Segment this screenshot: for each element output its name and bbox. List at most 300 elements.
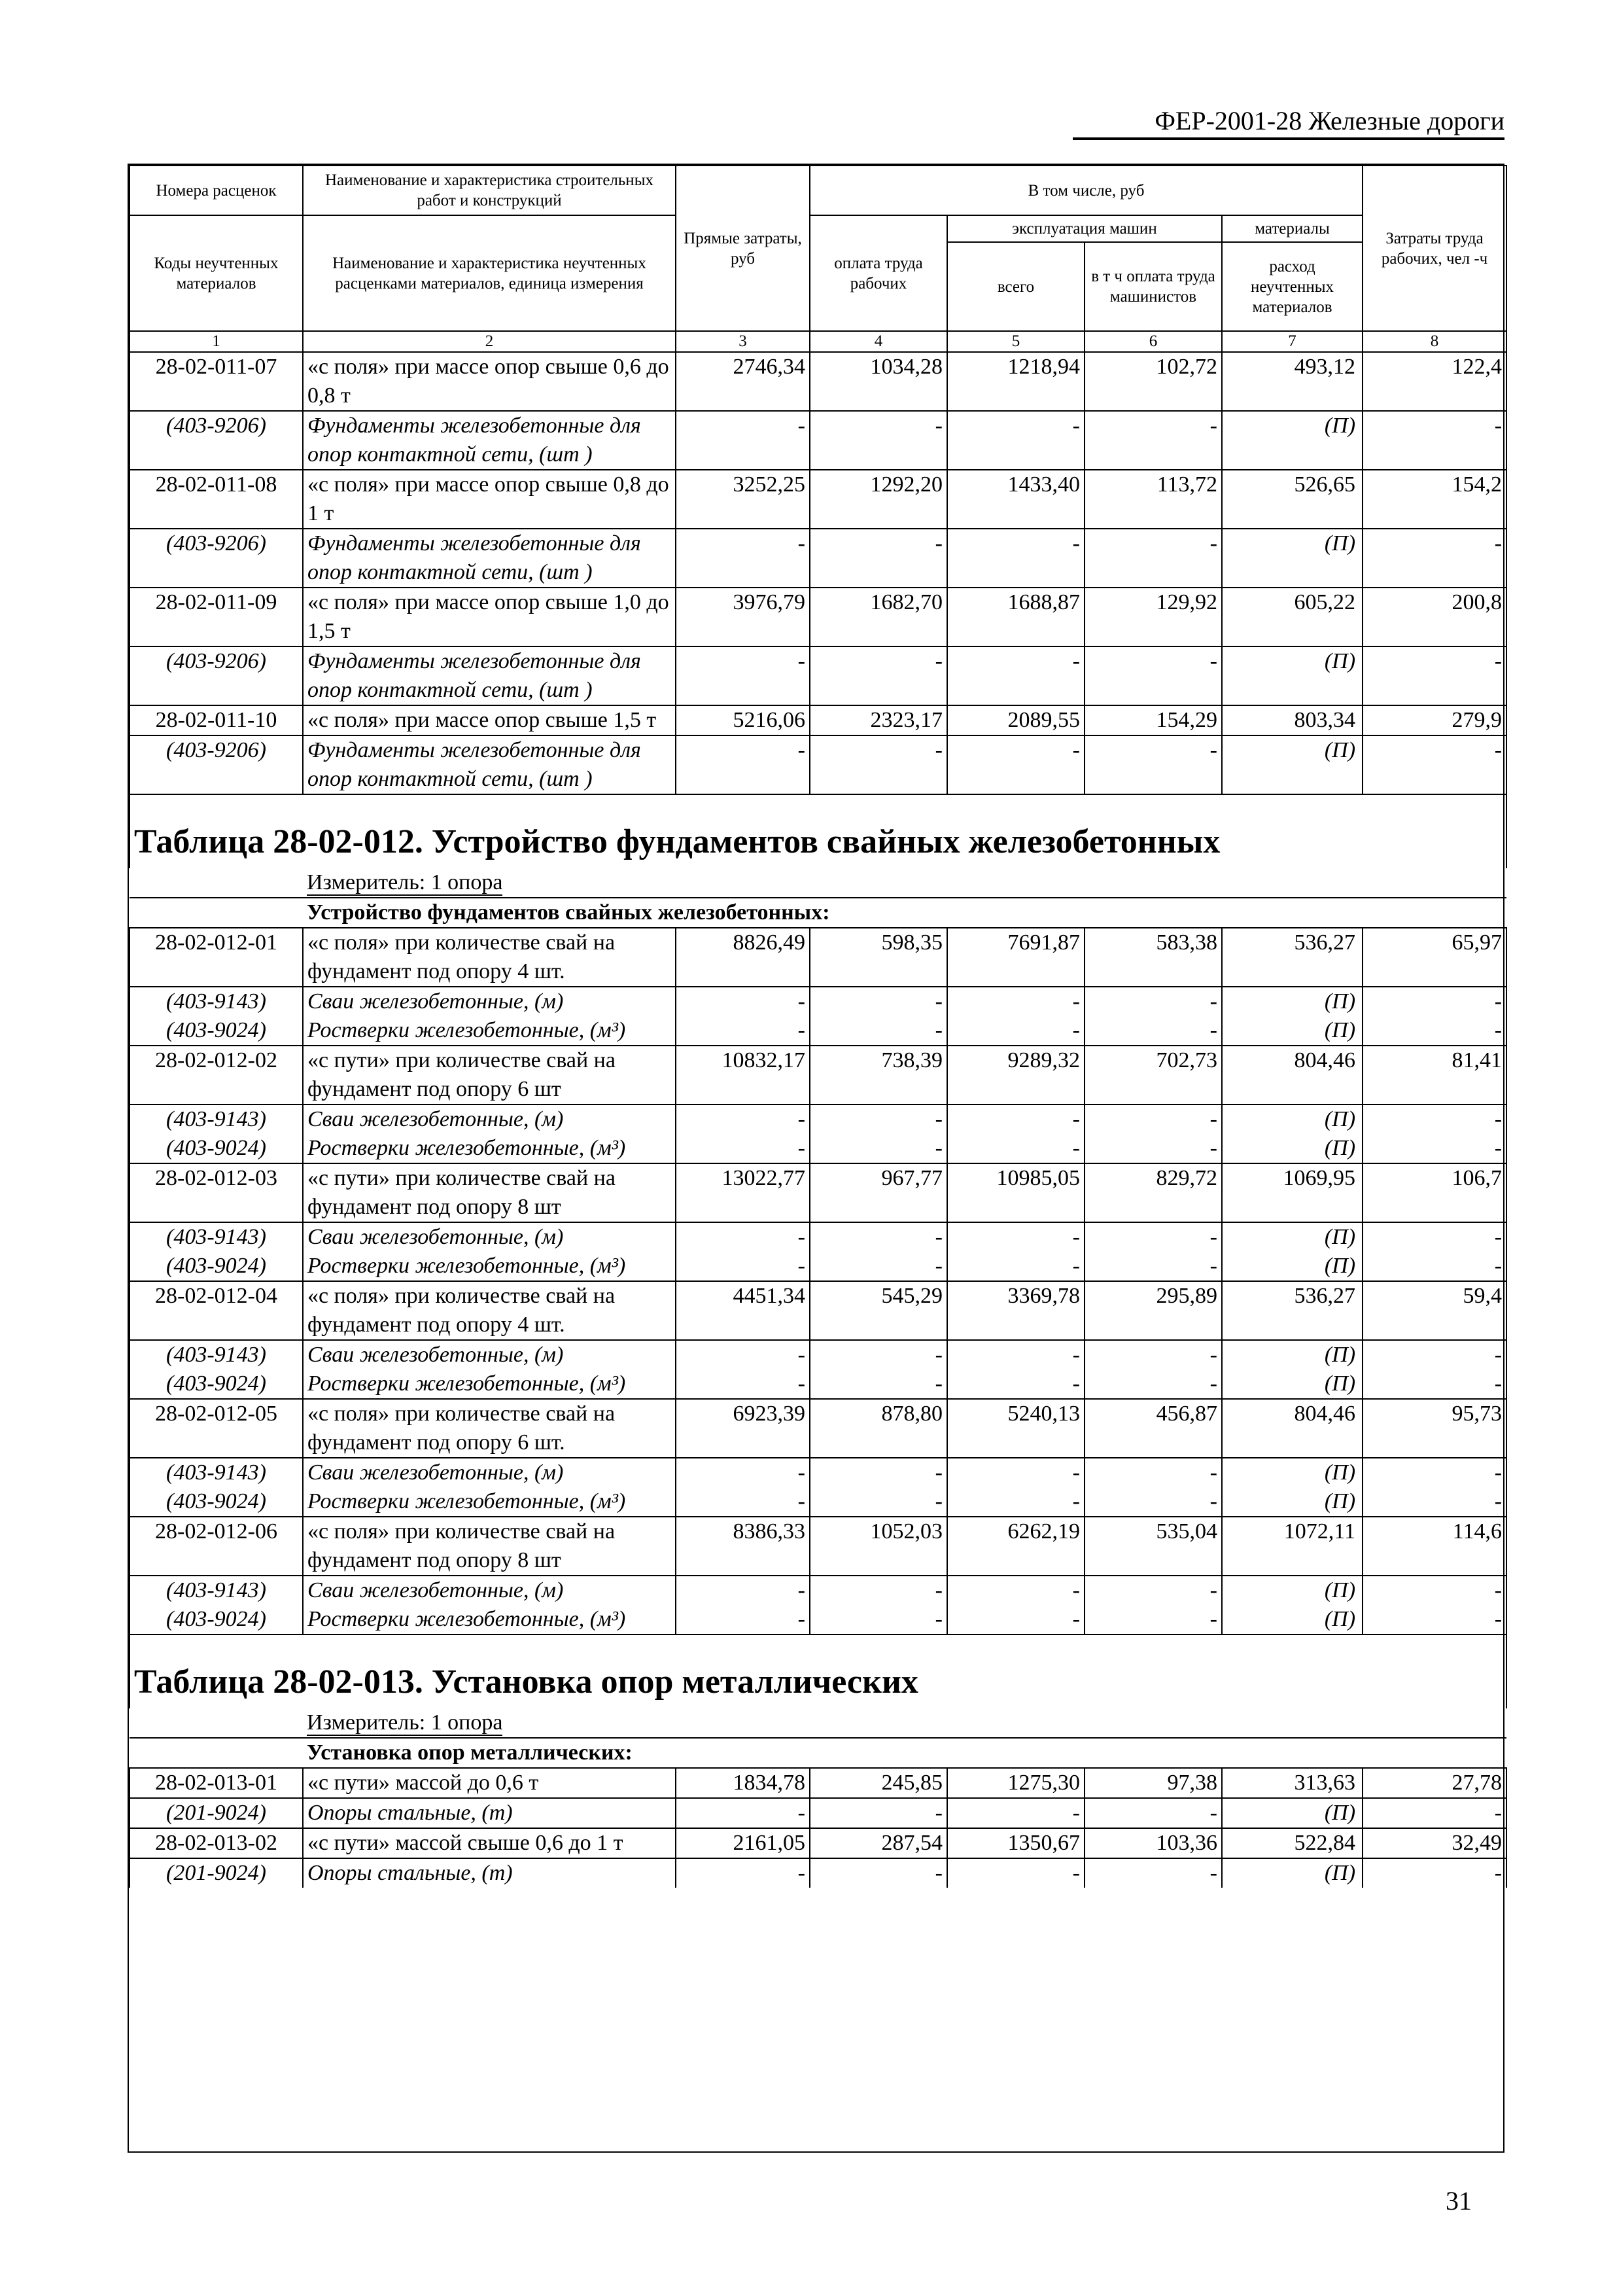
material-row	[130, 735, 1506, 794]
labor-hours: 32,49	[1363, 1828, 1506, 1858]
labor-hours: -	[1363, 1252, 1506, 1281]
material-row	[130, 646, 1506, 705]
operators-pay: -	[1085, 411, 1222, 470]
material-name: Фундаменты железобетонные для опор контактной сети, (шт )	[303, 735, 676, 794]
operators-pay: 129,92	[1085, 588, 1222, 646]
direct-costs: -	[676, 735, 810, 794]
material-code: (403-9143)	[130, 1104, 303, 1134]
operators-pay: 154,29	[1085, 705, 1222, 735]
labor-hours: -	[1363, 1369, 1506, 1399]
labor-pay: 245,85	[810, 1768, 947, 1798]
materials-cost: (П)	[1222, 646, 1363, 705]
operators-pay: 535,04	[1085, 1517, 1222, 1576]
direct-costs: -	[676, 1222, 810, 1252]
table-013-heading	[130, 1634, 1506, 1768]
direct-costs: -	[676, 1458, 810, 1487]
operators-pay: 702,73	[1085, 1046, 1222, 1104]
operators-pay: 113,72	[1085, 470, 1222, 529]
materials-cost: (П)	[1222, 1134, 1363, 1163]
rate-row	[130, 1517, 1506, 1576]
material-row	[130, 1458, 1506, 1487]
machines-total: -	[947, 1104, 1085, 1134]
materials-cost: (П)	[1222, 735, 1363, 794]
machines-total: 5240,13	[947, 1399, 1085, 1458]
labor-pay: 967,77	[810, 1163, 947, 1222]
direct-costs: -	[676, 646, 810, 705]
labor-pay: 1052,03	[810, 1517, 947, 1576]
direct-costs: -	[676, 1798, 810, 1828]
material-name: Сваи железобетонные, (м)	[303, 1340, 676, 1369]
rate-name: «с поля» при количестве свай на фундамент под опору 4 шт.	[303, 1281, 676, 1340]
operators-pay: -	[1085, 1340, 1222, 1369]
labor-pay: -	[810, 987, 947, 1016]
labor-hours: 106,7	[1363, 1163, 1506, 1222]
material-row	[130, 1858, 1506, 1888]
table-011-body	[130, 352, 1506, 794]
labor-hours: -	[1363, 1134, 1506, 1163]
material-code: (403-9024)	[130, 1134, 303, 1163]
operators-pay: 829,72	[1085, 1163, 1222, 1222]
header-unaccounted-materials: расход неучтенных материалов	[1222, 242, 1363, 331]
operators-pay: -	[1085, 735, 1222, 794]
labor-hours: -	[1363, 987, 1506, 1016]
material-row	[130, 411, 1506, 470]
material-name: Ростверки железобетонные, (м³)	[303, 1369, 676, 1399]
labor-pay: -	[810, 1798, 947, 1828]
operators-pay: -	[1085, 1369, 1222, 1399]
direct-costs: -	[676, 1605, 810, 1634]
header-machines-total: всего	[947, 242, 1085, 331]
labor-pay: 1292,20	[810, 470, 947, 529]
labor-pay: 287,54	[810, 1828, 947, 1858]
column-number: 7	[1222, 331, 1363, 352]
materials-cost: (П)	[1222, 1798, 1363, 1828]
materials-cost: (П)	[1222, 1252, 1363, 1281]
operators-pay: -	[1085, 1858, 1222, 1888]
rate-code: 28-02-012-06	[130, 1517, 303, 1576]
operators-pay: 97,38	[1085, 1768, 1222, 1798]
operators-pay: 456,87	[1085, 1399, 1222, 1458]
labor-hours: 95,73	[1363, 1399, 1506, 1458]
rate-code: 28-02-013-01	[130, 1768, 303, 1798]
rate-code: 28-02-011-07	[130, 352, 303, 411]
labor-pay: -	[810, 411, 947, 470]
materials-cost: 313,63	[1222, 1768, 1363, 1798]
rate-name: «с поля» при массе опор свыше 0,6 до 0,8 т	[303, 352, 676, 411]
machines-total: 2089,55	[947, 705, 1085, 735]
rate-name: «с поля» при количестве свай на фундамент под опору 4 шт.	[303, 928, 676, 987]
material-code: (403-9024)	[130, 1487, 303, 1517]
labor-pay: 1034,28	[810, 352, 947, 411]
operators-pay: -	[1085, 1104, 1222, 1134]
material-code: (201-9024)	[130, 1858, 303, 1888]
table-013-body	[130, 1768, 1506, 1888]
material-row	[130, 1016, 1506, 1046]
operators-pay: -	[1085, 529, 1222, 588]
direct-costs: -	[676, 1134, 810, 1163]
material-name: Ростверки железобетонные, (м³)	[303, 1605, 676, 1634]
materials-cost: (П)	[1222, 1458, 1363, 1487]
material-row	[130, 1487, 1506, 1517]
direct-costs: 3976,79	[676, 588, 810, 646]
machines-total: -	[947, 1458, 1085, 1487]
header-group-materials: материалы	[1222, 215, 1363, 242]
machines-total: -	[947, 1016, 1085, 1046]
labor-hours: 279,9	[1363, 705, 1506, 735]
labor-hours: -	[1363, 735, 1506, 794]
machines-total: -	[947, 1340, 1085, 1369]
labor-hours: -	[1363, 1487, 1506, 1517]
direct-costs: 13022,77	[676, 1163, 810, 1222]
machines-total: 9289,32	[947, 1046, 1085, 1104]
direct-costs: -	[676, 1252, 810, 1281]
operators-pay: -	[1085, 1016, 1222, 1046]
rate-row	[130, 352, 1506, 411]
machines-total: -	[947, 987, 1085, 1016]
materials-cost: (П)	[1222, 1605, 1363, 1634]
labor-pay: -	[810, 1222, 947, 1252]
operators-pay: -	[1085, 1458, 1222, 1487]
operators-pay: 103,36	[1085, 1828, 1222, 1858]
material-row	[130, 1340, 1506, 1369]
material-name: Сваи железобетонные, (м)	[303, 1104, 676, 1134]
rate-row	[130, 1281, 1506, 1340]
material-code: (403-9024)	[130, 1369, 303, 1399]
material-row	[130, 1576, 1506, 1605]
materials-cost: (П)	[1222, 1016, 1363, 1046]
rate-row	[130, 1046, 1506, 1104]
direct-costs: -	[676, 529, 810, 588]
material-name: Ростверки железобетонные, (м³)	[303, 1487, 676, 1517]
rate-row	[130, 1828, 1506, 1858]
rate-name: «с поля» при количестве свай на фундамент под опору 8 шт	[303, 1517, 676, 1576]
machines-total: -	[947, 529, 1085, 588]
machines-total: -	[947, 1369, 1085, 1399]
column-number: 1	[130, 331, 303, 352]
column-number: 2	[303, 331, 676, 352]
rate-code: 28-02-011-10	[130, 705, 303, 735]
machines-total: -	[947, 1798, 1085, 1828]
materials-cost: 536,27	[1222, 928, 1363, 987]
column-number: 3	[676, 331, 810, 352]
rate-name: «с поля» при массе опор свыше 0,8 до 1 т	[303, 470, 676, 529]
header-labor-hours: Затраты труда рабочих, чел -ч	[1363, 166, 1506, 331]
header-group-total: В том числе, руб	[810, 166, 1363, 215]
rate-row	[130, 928, 1506, 987]
direct-costs: -	[676, 1016, 810, 1046]
material-name: Сваи железобетонные, (м)	[303, 1222, 676, 1252]
material-code: (403-9206)	[130, 646, 303, 705]
labor-hours: 154,2	[1363, 470, 1506, 529]
labor-pay: -	[810, 646, 947, 705]
rate-row	[130, 705, 1506, 735]
material-name: Опоры стальные, (т)	[303, 1858, 676, 1888]
rate-code: 28-02-012-02	[130, 1046, 303, 1104]
materials-cost: 536,27	[1222, 1281, 1363, 1340]
material-name: Ростверки железобетонные, (м³)	[303, 1252, 676, 1281]
machines-total: 10985,05	[947, 1163, 1085, 1222]
operators-pay: 102,72	[1085, 352, 1222, 411]
material-row	[130, 1222, 1506, 1252]
material-name: Фундаменты железобетонные для опор контактной сети, (шт )	[303, 411, 676, 470]
rate-code: 28-02-011-08	[130, 470, 303, 529]
rate-code: 28-02-012-04	[130, 1281, 303, 1340]
labor-hours: -	[1363, 1605, 1506, 1634]
materials-cost: (П)	[1222, 411, 1363, 470]
materials-cost: (П)	[1222, 1340, 1363, 1369]
material-row	[130, 1134, 1506, 1163]
labor-hours: 59,4	[1363, 1281, 1506, 1340]
machines-total: -	[947, 1605, 1085, 1634]
section-spacer	[130, 1738, 303, 1768]
header-group-machines: эксплуатация машин	[947, 215, 1222, 242]
labor-hours: -	[1363, 1104, 1506, 1134]
header-col2-bottom: Наименование и характеристика неучтенных расценками материалов, единица измерения	[303, 215, 676, 331]
material-row	[130, 1605, 1506, 1634]
materials-cost: 522,84	[1222, 1828, 1363, 1858]
material-code: (403-9143)	[130, 1576, 303, 1605]
labor-hours: -	[1363, 646, 1506, 705]
material-name: Ростверки железобетонные, (м³)	[303, 1016, 676, 1046]
material-code: (201-9024)	[130, 1798, 303, 1828]
direct-costs: -	[676, 987, 810, 1016]
labor-pay: -	[810, 1458, 947, 1487]
operators-pay: 583,38	[1085, 928, 1222, 987]
header-operators-pay: в т ч оплата труда машинистов	[1085, 242, 1222, 331]
labor-pay: -	[810, 1858, 947, 1888]
column-number: 6	[1085, 331, 1222, 352]
header-col2-top: Наименование и характеристика строительных работ и конструкций	[303, 166, 676, 215]
labor-pay: 1682,70	[810, 588, 947, 646]
material-row	[130, 1104, 1506, 1134]
table-header	[130, 166, 1506, 352]
materials-cost: 526,65	[1222, 470, 1363, 529]
machines-total: 1218,94	[947, 352, 1085, 411]
table-012-title: Таблица 28-02-012. Устройство фундаментов свайных железобетонных	[130, 794, 1506, 868]
labor-pay: 738,39	[810, 1046, 947, 1104]
labor-pay: 2323,17	[810, 705, 947, 735]
material-name: Фундаменты железобетонные для опор контактной сети, (шт )	[303, 529, 676, 588]
machines-total: -	[947, 1858, 1085, 1888]
price-table	[129, 165, 1507, 1888]
labor-hours: -	[1363, 1016, 1506, 1046]
direct-costs: 3252,25	[676, 470, 810, 529]
labor-hours: 81,41	[1363, 1046, 1506, 1104]
table-013-title: Таблица 28-02-013. Установка опор металлических	[130, 1634, 1506, 1708]
labor-hours: -	[1363, 411, 1506, 470]
machines-total: 1433,40	[947, 470, 1085, 529]
material-row	[130, 987, 1506, 1016]
labor-pay: -	[810, 1576, 947, 1605]
price-table-sheet	[128, 164, 1504, 2153]
operators-pay: 295,89	[1085, 1281, 1222, 1340]
materials-cost: 605,22	[1222, 588, 1363, 646]
rate-name: «с поля» при массе опор свыше 1,5 т	[303, 705, 676, 735]
rate-code: 28-02-011-09	[130, 588, 303, 646]
labor-hours: -	[1363, 1858, 1506, 1888]
direct-costs: -	[676, 1340, 810, 1369]
materials-cost: (П)	[1222, 1576, 1363, 1605]
meter-spacer	[130, 1708, 303, 1738]
page-number: 31	[1446, 2186, 1472, 2216]
section-spacer	[130, 898, 303, 928]
operators-pay: -	[1085, 1222, 1222, 1252]
header-direct-costs: Прямые затраты, руб	[676, 166, 810, 331]
materials-cost: 1072,11	[1222, 1517, 1363, 1576]
direct-costs: 5216,06	[676, 705, 810, 735]
material-code: (403-9024)	[130, 1252, 303, 1281]
labor-hours: -	[1363, 1222, 1506, 1252]
direct-costs: 8826,49	[676, 928, 810, 987]
labor-pay: -	[810, 1252, 947, 1281]
material-name: Фундаменты железобетонные для опор контактной сети, (шт )	[303, 646, 676, 705]
materials-cost: (П)	[1222, 1222, 1363, 1252]
direct-costs: 6923,39	[676, 1399, 810, 1458]
operators-pay: -	[1085, 1798, 1222, 1828]
column-number-row	[130, 331, 1506, 352]
table-012-meter	[303, 868, 1506, 898]
header-col1-bottom: Коды неучтенных материалов	[130, 215, 303, 331]
material-code: (403-9206)	[130, 411, 303, 470]
direct-costs: 8386,33	[676, 1517, 810, 1576]
machines-total: -	[947, 1222, 1085, 1252]
direct-costs: 2746,34	[676, 352, 810, 411]
machines-total: 1350,67	[947, 1828, 1085, 1858]
labor-hours: -	[1363, 1458, 1506, 1487]
machines-total: -	[947, 411, 1085, 470]
materials-cost: (П)	[1222, 1104, 1363, 1134]
labor-pay: -	[810, 1016, 947, 1046]
labor-hours: 122,4	[1363, 352, 1506, 411]
machines-total: -	[947, 1487, 1085, 1517]
direct-costs: -	[676, 411, 810, 470]
labor-pay: -	[810, 1487, 947, 1517]
machines-total: 6262,19	[947, 1517, 1085, 1576]
material-code: (403-9024)	[130, 1605, 303, 1634]
material-name: Ростверки железобетонные, (м³)	[303, 1134, 676, 1163]
labor-hours: 65,97	[1363, 928, 1506, 987]
rate-row	[130, 588, 1506, 646]
materials-cost: (П)	[1222, 1487, 1363, 1517]
column-number: 4	[810, 331, 947, 352]
rate-row	[130, 1768, 1506, 1798]
rate-code: 28-02-013-02	[130, 1828, 303, 1858]
operators-pay: -	[1085, 987, 1222, 1016]
material-name: Сваи железобетонные, (м)	[303, 987, 676, 1016]
materials-cost: (П)	[1222, 987, 1363, 1016]
material-code: (403-9143)	[130, 987, 303, 1016]
header-labor-pay: оплата труда рабочих	[810, 215, 947, 331]
labor-hours: -	[1363, 1576, 1506, 1605]
labor-pay: 598,35	[810, 928, 947, 987]
labor-pay: -	[810, 735, 947, 794]
labor-pay: -	[810, 1104, 947, 1134]
labor-pay: -	[810, 1340, 947, 1369]
operators-pay: -	[1085, 1487, 1222, 1517]
operators-pay: -	[1085, 1576, 1222, 1605]
operators-pay: -	[1085, 1252, 1222, 1281]
rate-code: 28-02-012-05	[130, 1399, 303, 1458]
labor-hours: -	[1363, 529, 1506, 588]
rate-name: «с пути» массой свыше 0,6 до 1 т	[303, 1828, 676, 1858]
table-012-heading	[130, 794, 1506, 928]
meter-spacer	[130, 868, 303, 898]
table-012-section: Устройство фундаментов свайных железобетонных:	[303, 898, 1506, 928]
material-name: Сваи железобетонные, (м)	[303, 1458, 676, 1487]
machines-total: 1275,30	[947, 1768, 1085, 1798]
table-012-body	[130, 928, 1506, 1634]
rate-code: 28-02-012-03	[130, 1163, 303, 1222]
labor-hours: 200,8	[1363, 588, 1506, 646]
machines-total: -	[947, 1576, 1085, 1605]
materials-cost: 803,34	[1222, 705, 1363, 735]
header-col1-top: Номера расценок	[130, 166, 303, 215]
direct-costs: 1834,78	[676, 1768, 810, 1798]
material-code: (403-9143)	[130, 1458, 303, 1487]
material-name: Сваи железобетонные, (м)	[303, 1576, 676, 1605]
direct-costs: 4451,34	[676, 1281, 810, 1340]
materials-cost: 493,12	[1222, 352, 1363, 411]
table-012-meter-text: Измеритель: 1 опора	[307, 870, 503, 894]
material-row	[130, 529, 1506, 588]
materials-cost: (П)	[1222, 529, 1363, 588]
materials-cost: 804,46	[1222, 1046, 1363, 1104]
operators-pay: -	[1085, 1134, 1222, 1163]
direct-costs: 10832,17	[676, 1046, 810, 1104]
machines-total: 1688,87	[947, 588, 1085, 646]
operators-pay: -	[1085, 646, 1222, 705]
materials-cost: (П)	[1222, 1369, 1363, 1399]
direct-costs: -	[676, 1858, 810, 1888]
materials-cost: (П)	[1222, 1858, 1363, 1888]
rate-name: «с поля» при массе опор свыше 1,0 до 1,5 т	[303, 588, 676, 646]
direct-costs: 2161,05	[676, 1828, 810, 1858]
rate-name: «с пути» массой до 0,6 т	[303, 1768, 676, 1798]
table-013-meter-text: Измеритель: 1 опора	[307, 1710, 503, 1735]
material-code: (403-9206)	[130, 529, 303, 588]
machines-total: -	[947, 1252, 1085, 1281]
material-code: (403-9024)	[130, 1016, 303, 1046]
direct-costs: -	[676, 1487, 810, 1517]
column-number: 8	[1363, 331, 1506, 352]
rate-name: «с пути» при количестве свай на фундамент под опору 6 шт	[303, 1046, 676, 1104]
machines-total: -	[947, 646, 1085, 705]
labor-hours: -	[1363, 1340, 1506, 1369]
materials-cost: 804,46	[1222, 1399, 1363, 1458]
direct-costs: -	[676, 1576, 810, 1605]
labor-hours: -	[1363, 1798, 1506, 1828]
table-013-section: Установка опор металлических:	[303, 1738, 1506, 1768]
rate-row	[130, 1163, 1506, 1222]
rate-name: «с пути» при количестве свай на фундамент под опору 8 шт	[303, 1163, 676, 1222]
labor-pay: -	[810, 1605, 947, 1634]
material-code: (403-9143)	[130, 1222, 303, 1252]
material-row	[130, 1369, 1506, 1399]
rate-name: «с поля» при количестве свай на фундамент под опору 6 шт.	[303, 1399, 676, 1458]
material-name: Опоры стальные, (т)	[303, 1798, 676, 1828]
table-013-meter	[303, 1708, 1506, 1738]
rate-row	[130, 1399, 1506, 1458]
machines-total: -	[947, 1134, 1085, 1163]
labor-pay: -	[810, 529, 947, 588]
labor-hours: 114,6	[1363, 1517, 1506, 1576]
labor-hours: 27,78	[1363, 1768, 1506, 1798]
column-number: 5	[947, 331, 1085, 352]
machines-total: 7691,87	[947, 928, 1085, 987]
labor-pay: 878,80	[810, 1399, 947, 1458]
material-code: (403-9143)	[130, 1340, 303, 1369]
labor-pay: -	[810, 1369, 947, 1399]
